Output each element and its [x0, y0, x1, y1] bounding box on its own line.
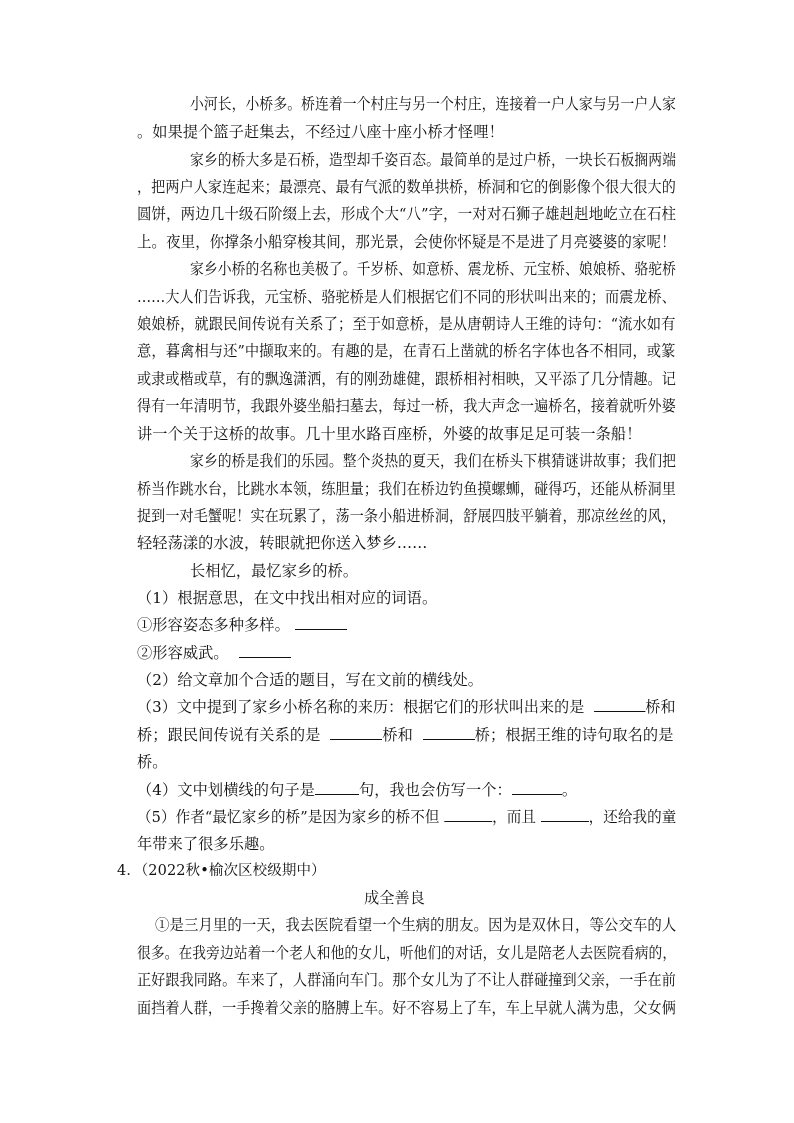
question-2: （2）给文章加个合适的题目，写在文前的横线处。 — [137, 671, 484, 689]
article-line: ①是三月里的一天，我去医院看望一个生病的朋友。因为是双休日，等公交车的人 — [155, 916, 677, 934]
passage-line: 上。夜里，你撑条小船穿梭其间，那光景，会使你怀疑是不是进了月亮婆婆的家呢！ — [137, 233, 676, 251]
article-line: 面挡着人群，一手搀着父亲的胳膊上车。好不容易上了车，车上早就人满为患，父女俩 — [137, 999, 676, 1017]
item-number: 4． — [117, 863, 141, 879]
passage-line: 意，暮禽相与还”中撷取来的。有趣的是，在青石上凿就的桥名字体也各不相同，或篆 — [137, 342, 676, 360]
question-5-text: ，还给我的童 — [588, 808, 677, 826]
item-source: （2022秋•榆次区校级期中） — [140, 863, 326, 879]
question-1b — [137, 643, 291, 663]
question-3-line2 — [137, 725, 674, 745]
question-4-text: 。 — [561, 781, 578, 799]
question-3-text: （3）文中提到了家乡小桥名称的来历：根据它们的形状叫出来的是 — [137, 698, 585, 716]
question-1: （1）根据意思，在文中找出相对应的词语。 — [137, 589, 438, 607]
answer-blank[interactable] — [239, 643, 291, 658]
passage-line: 圆饼，两边几十级石阶缀上去，形成个大“八”字，一对对石狮子雄赳赳地屹立在石柱 — [137, 205, 677, 223]
answer-blank[interactable] — [423, 725, 475, 740]
passage-line: 轻轻荡漾的水波，转眼就把你送入梦乡…… — [137, 534, 428, 552]
question-4 — [137, 780, 577, 800]
item-4-header — [117, 861, 326, 881]
question-1b-text: ②形容威武。 — [137, 644, 229, 662]
question-4-text: 句，我也会仿写一个： — [358, 781, 512, 799]
passage-line: 娘娘桥，就跟民间传说有关系了；至于如意桥，是从唐朝诗人王维的诗句：“流水如有 — [137, 315, 676, 333]
passage-line: ，把两户人家连起来；最漂亮、最有气派的数单拱桥，桥洞和它的倒影像个很大很大的 — [137, 178, 676, 196]
question-3-text: 桥和 — [382, 726, 413, 744]
question-4-text: （4）文中划横线的句子是 — [137, 781, 315, 799]
question-5-line1 — [137, 807, 676, 827]
article-title: 成全善良 — [364, 889, 425, 907]
question-3-text: 桥；根据王维的诗句取名的是 — [474, 726, 674, 744]
question-3-text: 桥；跟民间传说有关系的是 — [137, 726, 321, 744]
answer-blank[interactable] — [512, 780, 562, 795]
answer-blank[interactable] — [594, 697, 645, 712]
answer-blank[interactable] — [541, 807, 589, 822]
question-5-text: （5）作者“最忆家乡的桥”是因为家乡的桥不但 — [137, 808, 440, 826]
answer-blank[interactable] — [315, 780, 359, 795]
question-3-line1 — [137, 697, 676, 717]
passage-line: 长相忆，最忆家乡的桥。 — [190, 562, 359, 580]
article-line: 很多。在我旁边站着一个老人和他的女儿，听他们的对话，女儿是陪老人去医院看病的， — [137, 944, 677, 962]
article-line: 正好跟我同路。车来了，人群涌向车门。那个女儿为了不让人群碰撞到父亲，一手在前 — [137, 971, 676, 989]
answer-blank[interactable] — [330, 725, 382, 740]
passage-line: 家乡小桥的名称也美极了。千岁桥、如意桥、震龙桥、元宝桥、娘娘桥、骆驼桥 — [190, 260, 677, 278]
passage-line: 捉到一对毛蟹呢！实在玩累了，荡一条小船进桥洞，舒展四肢平躺着，那凉丝丝的风， — [137, 507, 676, 525]
passage-line: 。如果提个篮子赶集去，不经过八座十座小桥才怪哩！ — [137, 123, 504, 141]
passage-line: 或隶或楷或草，有的飘逸潇洒，有的刚劲雄健，跟桥相衬相映，又平添了几分情趣。记 — [137, 370, 676, 388]
answer-blank[interactable] — [295, 615, 347, 630]
passage-line: 桥当作跳水台，比跳水本领，练胆量；我们在桥边钓鱼摸螺蛳，碰得巧，还能从桥洞里 — [137, 480, 676, 498]
question-5-line2: 年带来了很多乐趣。 — [137, 835, 275, 853]
question-3-text: 桥和 — [645, 698, 676, 716]
passage-line: ……大人们告诉我，元宝桥、骆驼桥是人们根据它们不同的形状叫出来的；而震龙桥、 — [137, 288, 676, 306]
question-1a-text: ①形容姿态多种多样。 — [137, 616, 290, 634]
passage-line: 得有一年清明节，我跟外婆坐船扫墓去，每过一桥，我大声念一遍桥名，接着就听外婆 — [137, 397, 676, 415]
question-5-text: ，而且 — [492, 808, 537, 826]
passage-line: 讲一个关于这桥的故事。几十里水路百座桥，外婆的故事足足可装一条船！ — [137, 425, 642, 443]
question-1a — [137, 615, 347, 635]
passage-line: 家乡的桥大多是石桥，造型却千姿百态。最简单的是过户桥，一块长石板搁两端 — [190, 151, 677, 169]
passage-line: 家乡的桥是我们的乐园。整个炎热的夏天，我们在桥头下棋猜谜讲故事；我们把 — [190, 452, 677, 470]
answer-blank[interactable] — [444, 807, 492, 822]
passage-line: 小河长，小桥多。桥连着一个村庄与另一个村庄，连接着一户人家与另一户人家 — [190, 95, 677, 113]
question-3-line3: 桥。 — [137, 753, 168, 771]
